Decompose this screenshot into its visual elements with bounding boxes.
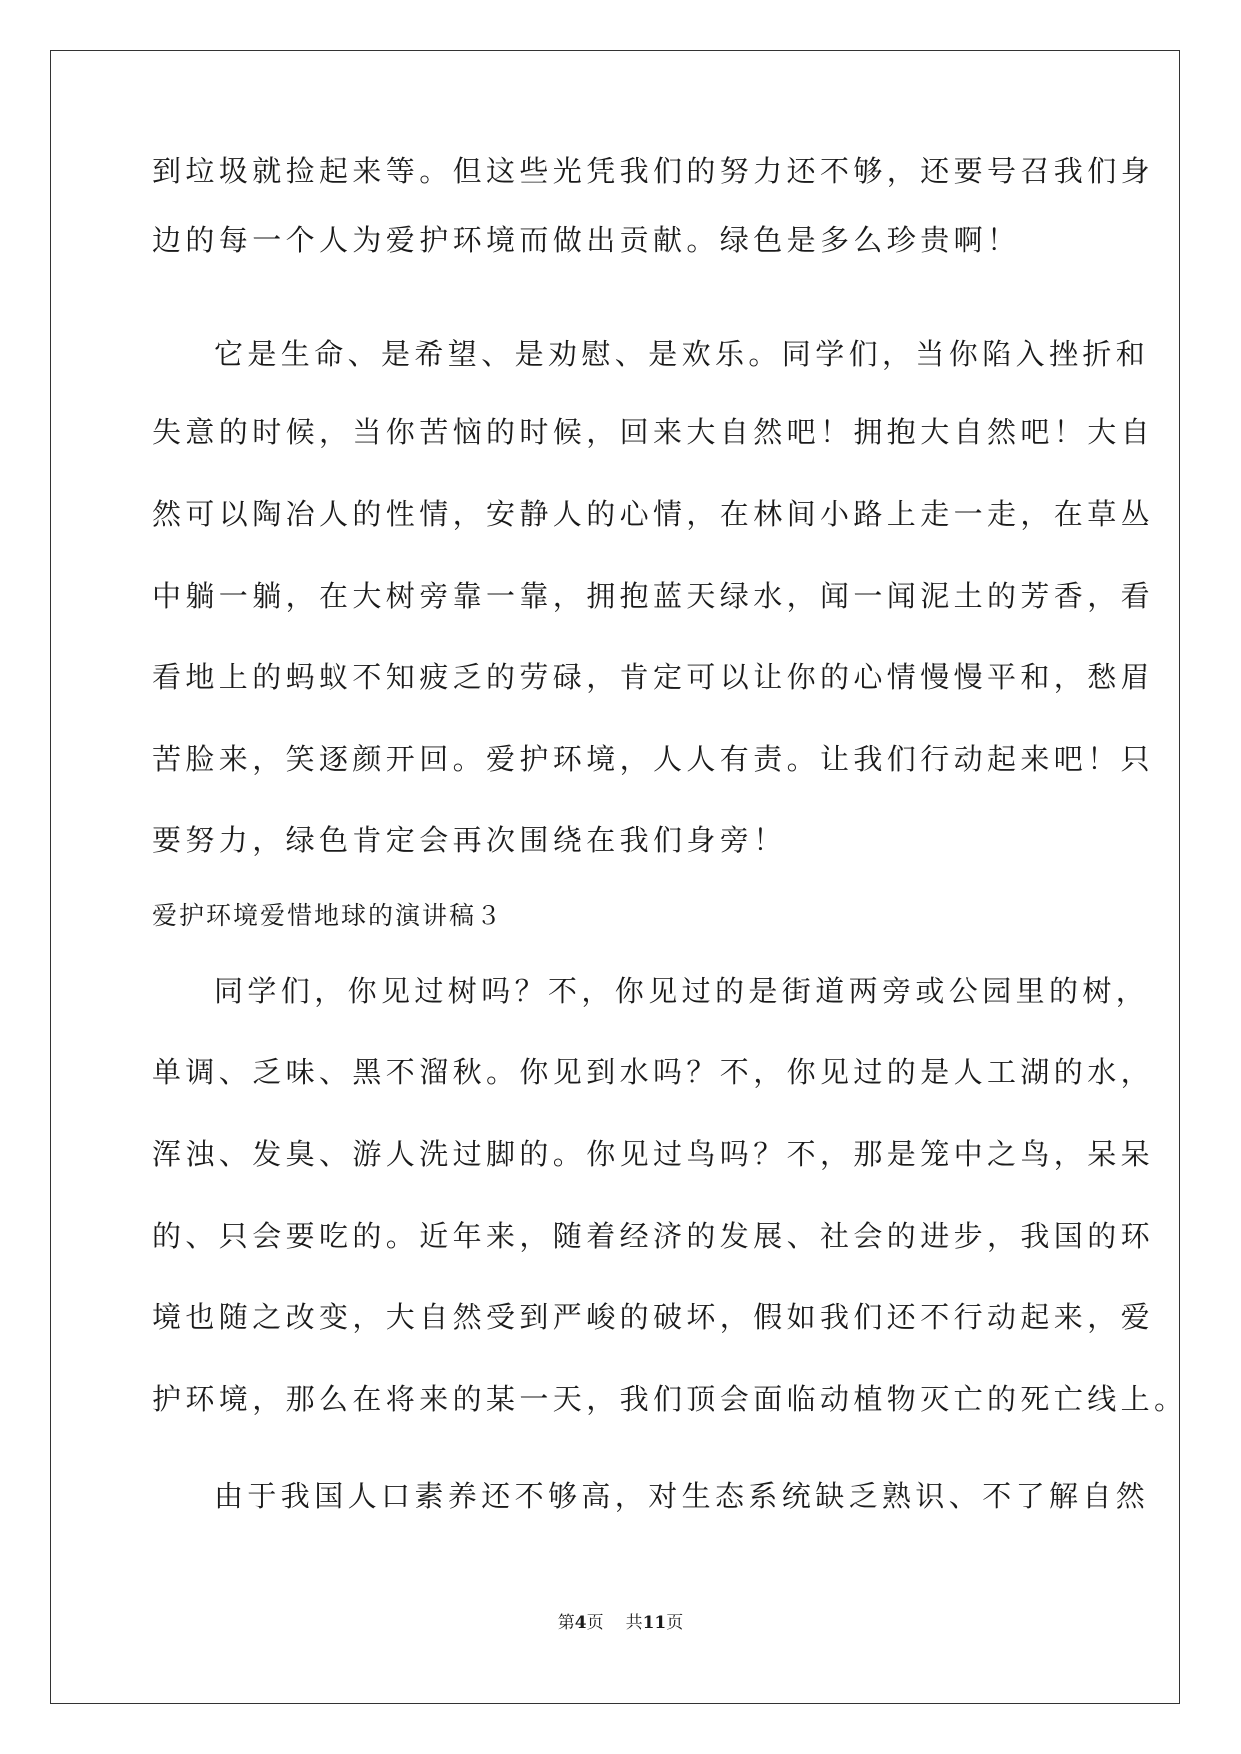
- total-suffix: 页: [666, 1613, 684, 1633]
- page-footer: [0, 1615, 1241, 1632]
- paragraph-line: 它是生命、是希望、是劝慰、是欢乐。同学们，当你陷入挫折和: [214, 337, 1150, 371]
- total-pages: 11: [642, 1613, 667, 1633]
- section-heading: 爱护环境爱惜地球的演讲稿３: [152, 901, 504, 930]
- paragraph-line: 失意的时候，当你苦恼的时候，回来大自然吧！拥抱大自然吧！大自: [152, 415, 1155, 449]
- paragraph-line: 到垃圾就捡起来等。但这些光凭我们的努力还不够，还要号召我们身: [152, 154, 1155, 188]
- paragraph-line: 边的每一个人为爱护环境而做出贡献。绿色是多么珍贵啊！: [152, 223, 1021, 257]
- total-prefix: 共: [625, 1613, 643, 1633]
- paragraph-line: 看地上的蚂蚁不知疲乏的劳碌，肯定可以让你的心情慢慢平和，愁眉: [152, 660, 1155, 694]
- paragraph-line: 苦脸来，笑逐颜开回。爱护环境，人人有责。让我们行动起来吧！只: [152, 742, 1155, 776]
- paragraph-line: 境也随之改变，大自然受到严峻的破坏，假如我们还不行动起来，爱: [152, 1300, 1155, 1334]
- paragraph-line: 单调、乏味、黑不溜秋。你见到水吗？不，你见过的是人工湖的水，: [152, 1055, 1155, 1089]
- paragraph-line: 的、只会要吃的。近年来，随着经济的发展、社会的进步，我国的环: [152, 1219, 1155, 1253]
- paragraph-line: 浑浊、发臭、游人洗过脚的。你见过鸟吗？不，那是笼中之鸟，呆呆: [152, 1137, 1155, 1171]
- paragraph-line: 要努力，绿色肯定会再次围绕在我们身旁！: [152, 823, 787, 857]
- page-prefix: 第: [557, 1613, 575, 1633]
- page-number: 4: [574, 1613, 587, 1633]
- page-border: [50, 50, 1180, 1704]
- paragraph-line: 护环境，那么在将来的某一天，我们顶会面临动植物灭亡的死亡线上。: [152, 1382, 1188, 1416]
- paragraph-line: 同学们，你见过树吗？不，你见过的是街道两旁或公园里的树，: [214, 974, 1150, 1008]
- paragraph-line: 然可以陶冶人的性情，安静人的心情，在林间小路上走一走，在草丛: [152, 497, 1155, 531]
- paragraph-line: 由于我国人口素养还不够高，对生态系统缺乏熟识、不了解自然: [214, 1479, 1150, 1513]
- paragraph-line: 中躺一躺，在大树旁靠一靠，拥抱蓝天绿水，闻一闻泥土的芳香，看: [152, 579, 1155, 613]
- page-suffix: 页: [586, 1613, 604, 1633]
